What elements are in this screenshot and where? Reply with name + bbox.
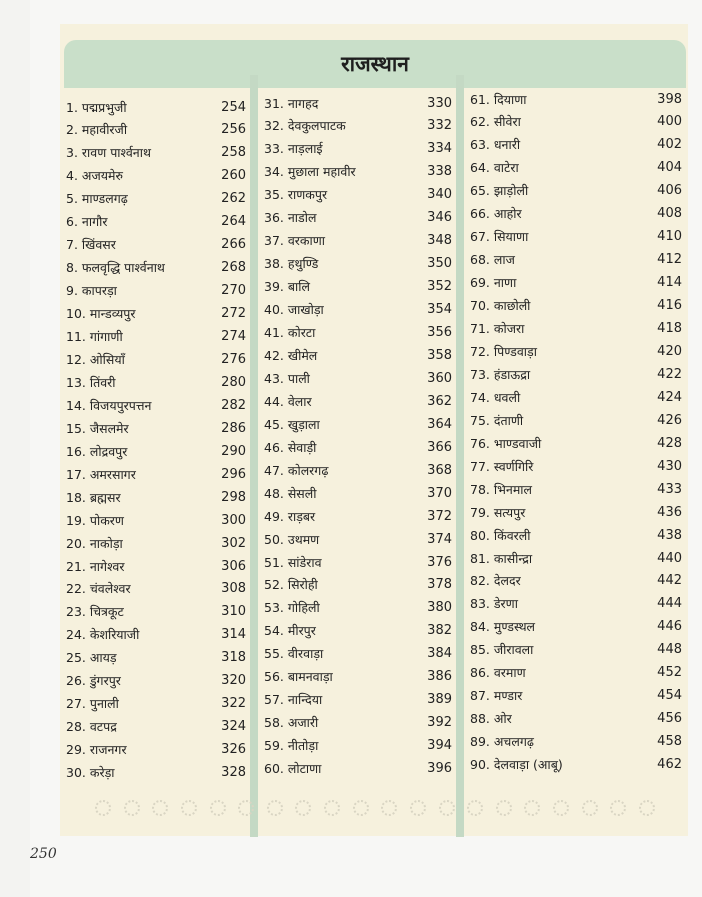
entry-page-number: 394: [427, 738, 452, 754]
entry-page-number: 368: [427, 462, 452, 478]
entry-name: 68. लाज: [470, 252, 515, 268]
entry-name: 8. फलवृद्धि पार्श्वनाथ: [66, 260, 165, 276]
index-entry: [464, 386, 688, 408]
index-entry: [258, 184, 458, 206]
ornament-icon: [324, 800, 340, 816]
index-entry: [60, 555, 252, 577]
index-entry: [60, 211, 252, 233]
entry-name: 75. दंताणी: [470, 412, 524, 428]
entry-page-number: 426: [657, 412, 682, 428]
entry-page-number: 372: [427, 508, 452, 524]
index-entry: [60, 716, 252, 738]
entry-name: 20. नाकोड़ा: [66, 535, 123, 551]
entry-name: 89. अचलगढ़: [470, 734, 534, 750]
entry-page-number: 404: [657, 160, 682, 176]
entry-name: 84. मुण्डस्थल: [470, 619, 536, 635]
entry-name: 36. नाडोल: [264, 210, 317, 226]
index-entry: [60, 417, 252, 439]
index-entry: [258, 161, 458, 183]
entry-name: 88. ओर: [470, 711, 512, 727]
index-entry: [60, 624, 252, 646]
entry-page-number: 380: [427, 600, 452, 616]
index-entry: [60, 601, 252, 623]
index-entry: [258, 712, 458, 734]
entry-page-number: 422: [657, 366, 682, 382]
entry-page-number: 433: [657, 481, 682, 497]
ornament-icon: [238, 800, 254, 816]
entry-name: 10. मान्डव्यपुर: [66, 306, 136, 322]
entry-name: 7. खिंवसर: [66, 237, 116, 253]
entry-name: 60. लोटाणा: [264, 761, 322, 777]
index-entry: [258, 551, 458, 573]
entry-page-number: 322: [221, 696, 246, 712]
entry-page-number: 376: [427, 554, 452, 570]
entry-name: 78. भिनमाल: [470, 481, 533, 497]
index-entry: [258, 322, 458, 344]
entry-page-number: 412: [657, 252, 682, 268]
index-entry: [258, 597, 458, 619]
entry-name: 21. नागेश्वर: [66, 558, 125, 574]
entry-name: 22. चंवलेश्वर: [66, 581, 131, 597]
ornament-icon: [553, 800, 569, 816]
entry-page-number: 330: [427, 95, 452, 111]
entry-name: 1. पद्मप्रभुजी: [66, 99, 127, 115]
index-entry: [60, 647, 252, 669]
entry-name: 40. जाखोड़ा: [264, 302, 324, 318]
entry-page-number: 374: [427, 531, 452, 547]
entry-page-number: 454: [657, 688, 682, 704]
index-entry: [464, 295, 688, 317]
entry-name: 85. जीरावला: [470, 642, 534, 658]
entry-name: 23. चित्रकूट: [66, 604, 124, 620]
index-entry: [60, 119, 252, 141]
index-entry: [258, 115, 458, 137]
index-entry: [258, 253, 458, 275]
entry-page-number: 416: [657, 298, 682, 314]
index-entry: [258, 689, 458, 711]
index-entry: [464, 455, 688, 477]
index-entry: [258, 390, 458, 412]
entry-page-number: 332: [427, 118, 452, 134]
index-column-3: [464, 88, 688, 836]
entry-name: 77. स्वर्णगिरि: [470, 458, 534, 474]
index-entry: [258, 367, 458, 389]
entry-name: 76. भाण्डवाजी: [470, 435, 542, 451]
index-entry: [464, 409, 688, 431]
index-entry: [464, 272, 688, 294]
index-entry: [464, 203, 688, 225]
entry-page-number: 398: [657, 91, 682, 107]
entry-page-number: 258: [221, 145, 246, 161]
index-entry: [464, 249, 688, 271]
index-entry: [464, 478, 688, 500]
entry-page-number: 360: [427, 370, 452, 386]
entry-page-number: 452: [657, 665, 682, 681]
index-entry: [464, 363, 688, 385]
index-entry: [60, 440, 252, 462]
index-entry: [60, 326, 252, 348]
index-entry: [60, 165, 252, 187]
entry-page-number: 268: [221, 260, 246, 276]
entry-page-number: 396: [427, 761, 452, 777]
entry-name: 58. अजारी: [264, 715, 319, 731]
entry-name: 29. राजनगर: [66, 742, 127, 758]
entry-page-number: 348: [427, 233, 452, 249]
entry-name: 18. ब्रह्मसर: [66, 489, 121, 505]
ornament-icon: [381, 800, 397, 816]
index-entry: [464, 616, 688, 638]
ornament-icon: [181, 800, 197, 816]
index-entry: [258, 459, 458, 481]
entry-name: 3. रावण पार्श्वनाथ: [66, 145, 151, 161]
entry-name: 38. हथुण्डि: [264, 256, 319, 272]
index-entry: [258, 528, 458, 550]
index-entry: [258, 436, 458, 458]
index-entry: [464, 180, 688, 202]
index-entry: [60, 394, 252, 416]
entry-page-number: 389: [427, 692, 452, 708]
entry-name: 90. देलवाड़ा (आबू): [470, 757, 563, 773]
decorative-ornament-border: [95, 800, 655, 822]
ornament-icon: [124, 800, 140, 816]
entry-page-number: 302: [221, 535, 246, 551]
ornament-icon: [95, 800, 111, 816]
entry-page-number: 382: [427, 623, 452, 639]
index-entry: [60, 509, 252, 531]
entry-name: 59. नीतोड़ा: [264, 738, 319, 754]
entry-page-number: 352: [427, 279, 452, 295]
index-entry: [464, 318, 688, 340]
index-entry: [258, 207, 458, 229]
entry-name: 64. वाटेरा: [470, 160, 519, 176]
entry-name: 44. वेलार: [264, 393, 312, 409]
entry-name: 15. जैसलमेर: [66, 420, 129, 436]
entry-page-number: 260: [221, 168, 246, 184]
entry-name: 5. माण्डलगढ़: [66, 191, 128, 207]
entry-name: 71. कोजरा: [470, 321, 525, 336]
ornament-icon: [152, 800, 168, 816]
entry-name: 12. ओसियाँ: [66, 351, 125, 367]
entry-page-number: 462: [657, 757, 682, 773]
index-entry: [60, 463, 252, 485]
entry-name: 47. कोलरगढ़: [264, 462, 329, 478]
entry-page-number: 286: [221, 420, 246, 436]
entry-page-number: 266: [221, 237, 246, 253]
entry-name: 57. नान्दिया: [264, 692, 323, 708]
ornament-icon: [582, 800, 598, 816]
index-entry: [60, 142, 252, 164]
entry-name: 35. राणकपुर: [264, 187, 328, 203]
entry-name: 33. नाड़लाई: [264, 141, 323, 157]
index-entry: [464, 731, 688, 753]
index-entry: [464, 708, 688, 730]
entry-page-number: 362: [427, 393, 452, 409]
entry-page-number: 456: [657, 711, 682, 727]
entry-name: 13. तिंवरी: [66, 374, 116, 390]
ornament-icon: [295, 800, 311, 816]
entry-name: 48. सेसली: [264, 485, 317, 501]
entry-name: 61. दियाणा: [470, 91, 527, 107]
entry-name: 55. वीरवाड़ा: [264, 646, 324, 662]
entry-page-number: 310: [221, 604, 246, 620]
entry-page-number: 346: [427, 210, 452, 226]
entry-page-number: 314: [221, 627, 246, 643]
entry-page-number: 446: [657, 619, 682, 635]
index-entry: [60, 188, 252, 210]
entry-page-number: 276: [221, 351, 246, 367]
entry-name: 14. विजयपुरपत्तन: [66, 397, 152, 413]
entry-name: 19. पोकरण: [66, 512, 124, 528]
entry-name: 16. लोद्रवपुर: [66, 443, 128, 459]
index-column-1: [60, 88, 252, 836]
index-entry: [60, 234, 252, 256]
entry-name: 34. मुछाला महावीर: [264, 164, 356, 180]
entry-page-number: 340: [427, 187, 452, 203]
entry-name: 39. बालि: [264, 279, 310, 295]
index-entry: [258, 574, 458, 596]
entry-page-number: 392: [427, 715, 452, 731]
entry-name: 17. अमरसागर: [66, 466, 136, 482]
index-entry: [258, 666, 458, 688]
index-entry: [60, 670, 252, 692]
page-title: राजस्थान: [341, 52, 409, 76]
entry-page-number: 420: [657, 343, 682, 359]
entry-page-number: 370: [427, 485, 452, 501]
entry-page-number: 418: [657, 321, 682, 336]
index-entry: [464, 432, 688, 454]
entry-name: 73. हंडाऊद्रा: [470, 366, 531, 382]
entry-name: 63. धनारी: [470, 137, 521, 153]
entry-name: 30. करेड़ा: [66, 765, 115, 781]
index-entry: [258, 344, 458, 366]
entry-name: 32. देवकुलपाटक: [264, 118, 346, 134]
ornament-icon: [610, 800, 626, 816]
entry-name: 9. कापरड़ा: [66, 283, 117, 299]
entry-name: 74. धवली: [470, 389, 521, 405]
entry-name: 81. कासीन्द्रा: [470, 550, 533, 566]
entry-page-number: 320: [221, 673, 246, 689]
entry-page-number: 438: [657, 527, 682, 543]
index-entry: [464, 662, 688, 684]
index-entry: [464, 754, 688, 776]
index-entry: [464, 340, 688, 362]
index-entry: [60, 532, 252, 554]
index-entry: [60, 257, 252, 279]
index-entry: [60, 578, 252, 600]
entry-page-number: 400: [657, 114, 682, 130]
entry-page-number: 408: [657, 206, 682, 222]
entry-name: 65. झाड़ोली: [470, 183, 529, 199]
entry-name: 69. नाणा: [470, 275, 517, 291]
index-entry: [258, 299, 458, 321]
entry-name: 31. नागहद: [264, 95, 319, 111]
entry-page-number: 298: [221, 489, 246, 505]
entry-page-number: 430: [657, 458, 682, 474]
entry-name: 4. अजयमेरु: [66, 168, 123, 184]
entry-page-number: 364: [427, 416, 452, 432]
entry-name: 6. नागौर: [66, 214, 108, 230]
entry-page-number: 254: [221, 99, 246, 115]
entry-name: 41. कोरटा: [264, 325, 316, 340]
entry-page-number: 384: [427, 646, 452, 662]
index-entry: [464, 570, 688, 592]
entry-page-number: 308: [221, 581, 246, 597]
entry-page-number: 282: [221, 397, 246, 413]
ornament-icon: [353, 800, 369, 816]
entry-name: 82. देलदर: [470, 573, 521, 589]
index-entry: [60, 693, 252, 715]
index-entry: [464, 134, 688, 156]
index-entry: [464, 501, 688, 523]
entry-name: 25. आयड़: [66, 650, 117, 666]
entry-page-number: 414: [657, 275, 682, 291]
entry-name: 26. डुंगरपुर: [66, 673, 121, 689]
entry-page-number: 256: [221, 122, 246, 138]
entry-page-number: 444: [657, 596, 682, 612]
entry-name: 37. वरकाणा: [264, 233, 326, 249]
entry-page-number: 356: [427, 325, 452, 340]
entry-page-number: 338: [427, 164, 452, 180]
entry-page-number: 424: [657, 389, 682, 405]
index-entry: [464, 685, 688, 707]
index-entry: [258, 413, 458, 435]
index-entry: [258, 482, 458, 504]
entry-name: 49. राड़बर: [264, 508, 316, 524]
entry-page-number: 290: [221, 443, 246, 459]
entry-page-number: 350: [427, 256, 452, 272]
entry-name: 67. सियाणा: [470, 229, 529, 245]
entry-page-number: 358: [427, 347, 452, 363]
ornament-icon: [496, 800, 512, 816]
entry-name: 27. पुनाली: [66, 696, 119, 712]
entry-name: 52. सिरोही: [264, 577, 318, 593]
index-entry: [464, 226, 688, 248]
entry-page-number: 300: [221, 512, 246, 528]
index-entry: [464, 111, 688, 133]
entry-page-number: 318: [221, 650, 246, 666]
entry-name: 83. डेरणा: [470, 596, 518, 612]
entry-page-number: 280: [221, 374, 246, 390]
entry-name: 11. गांगाणी: [66, 329, 123, 344]
index-entry: [464, 639, 688, 661]
entry-page-number: 264: [221, 214, 246, 230]
entry-page-number: 442: [657, 573, 682, 589]
entry-name: 80. किंवरली: [470, 527, 531, 543]
entry-page-number: 296: [221, 466, 246, 482]
index-entry: [258, 92, 458, 114]
entry-page-number: 324: [221, 719, 246, 735]
entry-page-number: 406: [657, 183, 682, 199]
index-entry: [464, 524, 688, 546]
entry-name: 46. सेवाड़ी: [264, 439, 317, 455]
index-entry: [60, 96, 252, 118]
index-column-2: [258, 88, 458, 836]
index-entry: [258, 276, 458, 298]
entry-name: 56. बामनवाड़ा: [264, 669, 333, 685]
index-entry: [60, 303, 252, 325]
entry-page-number: 274: [221, 329, 246, 344]
index-entry: [60, 371, 252, 393]
entry-page-number: 270: [221, 283, 246, 299]
index-entry: [258, 735, 458, 757]
entry-name: 54. मीरपुर: [264, 623, 316, 639]
index-entry: [60, 280, 252, 302]
index-entry: [464, 157, 688, 179]
entry-page-number: 326: [221, 742, 246, 758]
ornament-icon: [267, 800, 283, 816]
entry-page-number: 448: [657, 642, 682, 658]
index-entry: [258, 505, 458, 527]
index-entry: [60, 739, 252, 761]
entry-name: 50. उथमण: [264, 531, 320, 547]
entry-name: 87. मण्डार: [470, 688, 523, 704]
entry-name: 86. वरमाण: [470, 665, 526, 681]
entry-page-number: 410: [657, 229, 682, 245]
entry-page-number: 328: [221, 765, 246, 781]
ornament-icon: [439, 800, 455, 816]
entry-page-number: 366: [427, 439, 452, 455]
entry-name: 62. सीवेरा: [470, 114, 521, 130]
index-entry: [258, 138, 458, 160]
entry-page-number: 436: [657, 504, 682, 520]
entry-page-number: 440: [657, 550, 682, 566]
entry-page-number: 386: [427, 669, 452, 685]
title-bar: [64, 40, 686, 88]
entry-name: 70. काछोली: [470, 298, 531, 314]
index-entry: [464, 547, 688, 569]
entry-page-number: 306: [221, 558, 246, 574]
page-number: 250: [30, 846, 57, 862]
entry-name: 66. आहोर: [470, 206, 522, 222]
entry-name: 28. वटपद्र: [66, 719, 117, 735]
entry-page-number: 354: [427, 302, 452, 318]
entry-name: 42. खीमेल: [264, 347, 318, 363]
index-entry: [60, 348, 252, 370]
ornament-icon: [467, 800, 483, 816]
entry-name: 43. पाली: [264, 370, 310, 386]
entry-page-number: 428: [657, 435, 682, 451]
ornament-icon: [639, 800, 655, 816]
entry-page-number: 334: [427, 141, 452, 157]
entry-page-number: 272: [221, 306, 246, 322]
entry-name: 53. गोहिली: [264, 600, 320, 616]
entry-name: 79. सत्यपुर: [470, 504, 526, 520]
index-entry: [258, 620, 458, 642]
entry-name: 72. पिण्डवाड़ा: [470, 343, 537, 359]
index-entry: [258, 758, 458, 780]
index-entry: [464, 88, 688, 110]
index-entry: [60, 486, 252, 508]
ornament-icon: [410, 800, 426, 816]
index-entry: [464, 593, 688, 615]
entry-page-number: 458: [657, 734, 682, 750]
entry-name: 51. सांडेराव: [264, 554, 322, 570]
entry-page-number: 378: [427, 577, 452, 593]
index-entry: [258, 230, 458, 252]
ornament-icon: [210, 800, 226, 816]
index-entry: [60, 762, 252, 784]
entry-name: 45. खुड़ाला: [264, 416, 320, 432]
entry-name: 2. महावीरजी: [66, 122, 128, 138]
entry-page-number: 262: [221, 191, 246, 207]
entry-page-number: 402: [657, 137, 682, 153]
ornament-icon: [524, 800, 540, 816]
index-entry: [258, 643, 458, 665]
entry-name: 24. केशरियाजी: [66, 627, 140, 643]
